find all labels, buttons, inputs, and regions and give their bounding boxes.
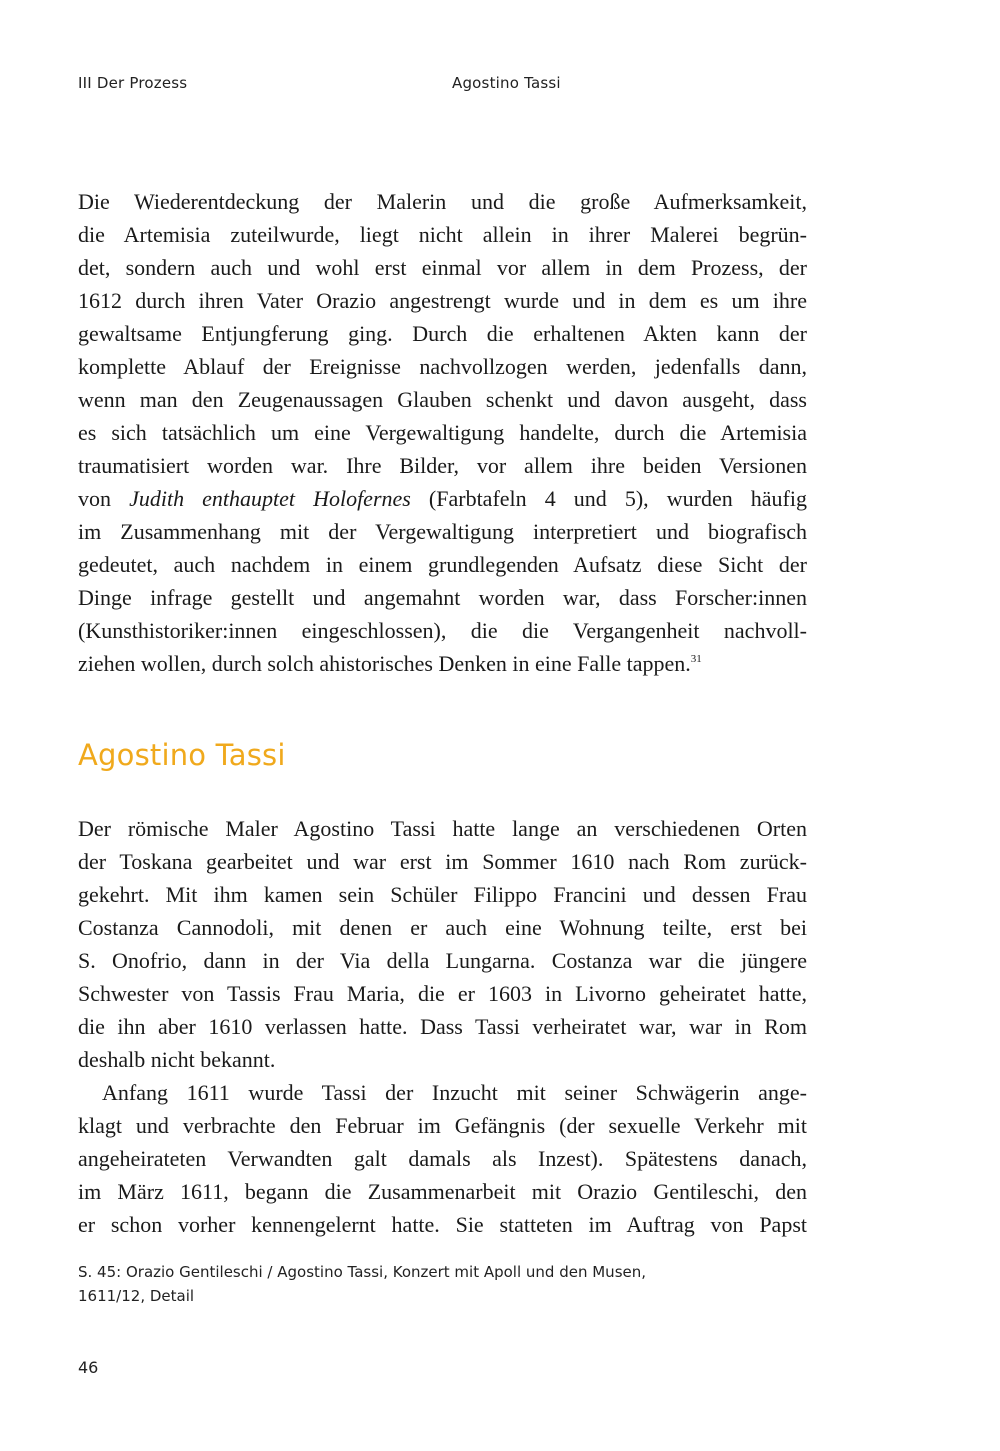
text-line: deshalb nicht bekannt. xyxy=(78,1047,276,1072)
text-line: Der römische Maler Agostino Tassi hatte lange an verschiedenen Orten xyxy=(78,816,807,841)
text-line: komplette Ablauf der Ereignisse nachvollzogen werden, jedenfalls dann, xyxy=(78,354,807,379)
text-line: 1612 durch ihren Vater Orazio angestrengt wurde und in dem es um ihre xyxy=(78,288,807,313)
text-line: es sich tatsächlich um eine Vergewaltigung handelte, durch die Artemisia xyxy=(78,420,807,445)
footnote-reference[interactable]: 31 xyxy=(690,653,702,665)
text-fragment: (Farbtafeln 4 und 5), wurden häufig xyxy=(410,486,808,511)
running-header-section: Agostino Tassi xyxy=(452,74,561,92)
text-line: Schwester von Tassis Frau Maria, die er 1603 in Livorno geheiratet hatte, xyxy=(78,981,807,1006)
running-header-chapter: III Der Prozess xyxy=(78,74,188,92)
intro-paragraph xyxy=(78,185,807,680)
text-fragment: von xyxy=(78,486,130,511)
caption-line: 1611/12, Detail xyxy=(78,1287,195,1305)
text-line: Costanza Cannodoli, mit denen er auch eine Wohnung teilte, erst bei xyxy=(78,915,807,940)
text-line: der Toskana gearbeitet und war erst im Sommer 1610 nach Rom zurück- xyxy=(78,849,807,874)
page-number: 46 xyxy=(78,1358,99,1377)
text-line: det, sondern auch und wohl erst einmal vor allem in dem Prozess, der xyxy=(78,255,807,280)
text-line: Dinge infrage gestellt und angemahnt worden war, dass Forscher:innen xyxy=(78,585,807,610)
caption-line: S. 45: Orazio Gentileschi / Agostino Tassi, Konzert mit Apoll und den Musen, xyxy=(78,1263,647,1281)
text-line: S. Onofrio, dann in der Via della Lungarna. Costanza war die jüngere xyxy=(78,948,807,973)
text-line: traumatisiert worden war. Ihre Bilder, vor allem ihre beiden Versionen xyxy=(78,453,807,478)
artwork-title: Judith enthauptet Holofernes xyxy=(129,486,411,511)
text-line: wenn man den Zeugenaussagen Glauben schenkt und davon ausgeht, dass xyxy=(78,387,807,412)
text-line: (Kunsthistoriker:innen eingeschlossen), die die Vergangenheit nachvoll- xyxy=(78,618,807,643)
text-line: die ihn aber 1610 verlassen hatte. Dass Tassi verheiratet war, war in Rom xyxy=(78,1014,807,1039)
text-line: er schon vorher kennengelernt hatte. Sie statteten im Auftrag von Papst xyxy=(78,1212,807,1237)
text-line: gekehrt. Mit ihm kamen sein Schüler Filippo Francini und dessen Frau xyxy=(78,882,807,907)
text-line: Die Wiederentdeckung der Malerin und die große Aufmerksamkeit, xyxy=(78,189,807,214)
text-line: Anfang 1611 wurde Tassi der Inzucht mit seiner Schwägerin ange- xyxy=(102,1080,807,1105)
text-line xyxy=(78,647,807,680)
figure-caption xyxy=(78,1260,778,1308)
text-line: im März 1611, begann die Zusammenarbeit mit Orazio Gentileschi, den xyxy=(78,1179,807,1204)
text-line-with-title xyxy=(78,482,807,515)
section-heading: Agostino Tassi xyxy=(78,738,286,772)
text-line: klagt und verbrachte den Februar im Gefängnis (der sexuelle Verkehr mit xyxy=(78,1113,807,1138)
text-line: gewaltsame Entjungferung ging. Durch die erhaltenen Akten kann der xyxy=(78,321,807,346)
text-line: im Zusammenhang mit der Vergewaltigung interpretiert und biografisch xyxy=(78,519,807,544)
text-line: gedeutet, auch nachdem in einem grundlegenden Aufsatz diese Sicht der xyxy=(78,552,807,577)
text-line: die Artemisia zuteilwurde, liegt nicht allein in ihrer Malerei begrün- xyxy=(78,222,807,247)
section-paragraph-1 xyxy=(78,812,807,1076)
text-line: angeheirateten Verwandten galt damals als Inzest). Spätestens danach, xyxy=(78,1146,807,1171)
text-fragment: ziehen wollen, durch solch ahistorisches Denken in eine Falle tappen. xyxy=(78,651,691,676)
section-paragraph-2 xyxy=(78,1076,807,1241)
